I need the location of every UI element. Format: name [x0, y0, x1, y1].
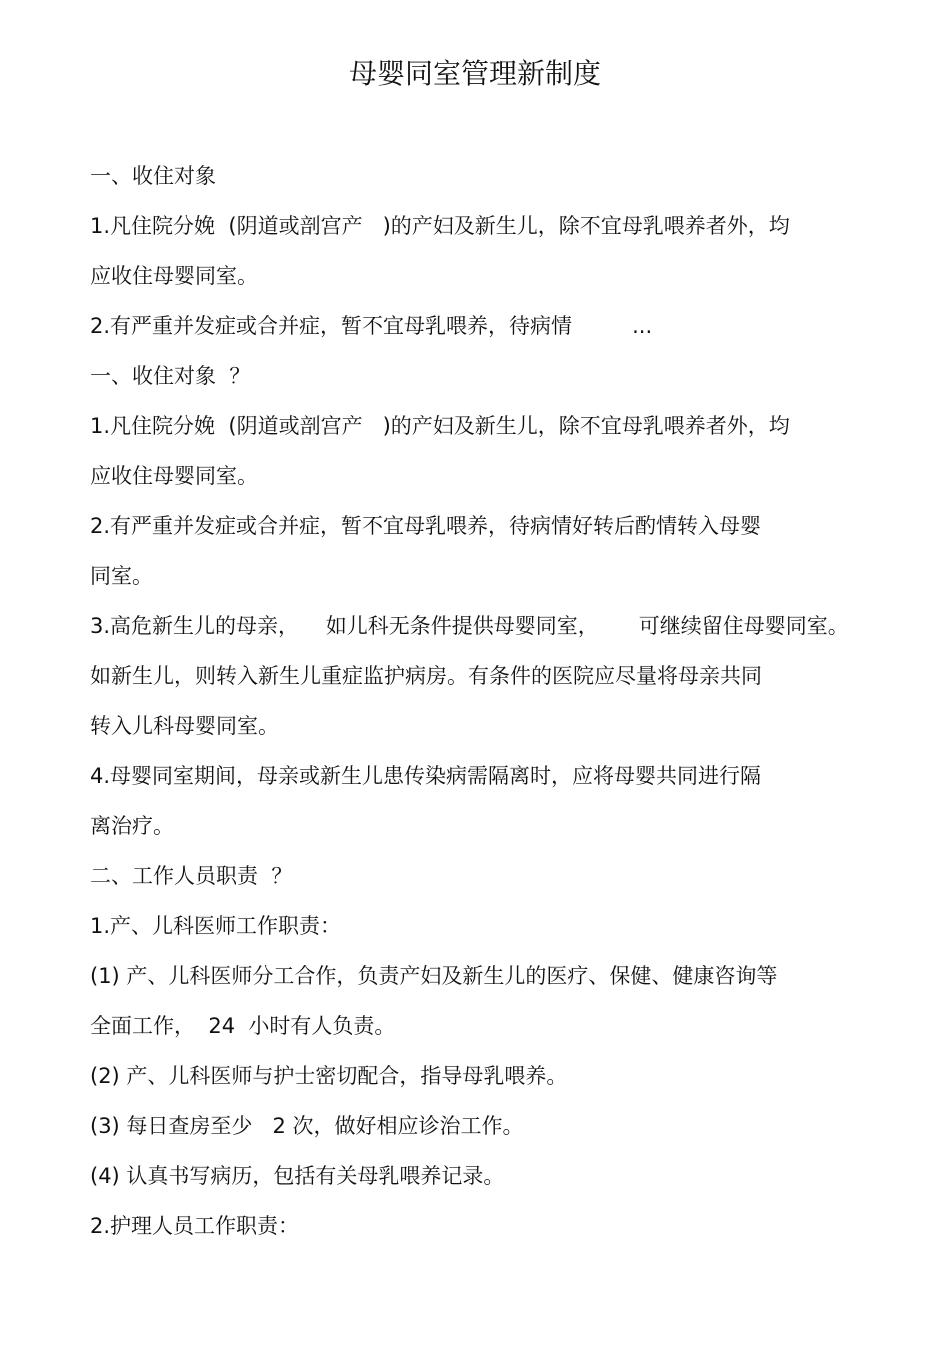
paragraph-line: (4) 认真书写病历，包括有关母乳喂养记录。: [90, 1164, 505, 1188]
paragraph-line: 如新生儿，则转入新生儿重症监护病房。有条件的医院应尽量将母亲共同: [90, 664, 762, 688]
paragraph-line: 2.有严重并发症或合并症，暂不宜母乳喂养，待病情 ...: [90, 314, 653, 338]
paragraph-line: 2.有严重并发症或合并症，暂不宜母乳喂养，待病情好转后酌情转入母婴: [90, 514, 762, 538]
subsection-heading: 2.护理人员工作职责：: [90, 1214, 300, 1238]
section-heading: 一、收住对象 ？: [90, 364, 251, 388]
paragraph-line: (3) 每日查房至少 2 次，做好相应诊治工作。: [90, 1114, 524, 1138]
paragraph-line: 应收住母婴同室。: [90, 264, 258, 288]
paragraph-line: (1) 产、儿科医师分工合作，负责产妇及新生儿的医疗、保健、健康咨询等: [90, 964, 778, 988]
paragraph-line: 全面工作， 24 小时有人负责。: [90, 1014, 396, 1038]
paragraph-line: 转入儿科母婴同室。: [90, 714, 279, 738]
section-heading: 二、工作人员职责 ？: [90, 864, 293, 888]
paragraph-line: 3.高危新生儿的母亲， 如儿科无条件提供母婴同室， 可继续留住母婴同室。: [90, 614, 849, 638]
section-heading: 一、收住对象: [90, 164, 216, 188]
paragraph-line: 4.母婴同室期间，母亲或新生儿患传染病需隔离时，应将母婴共同进行隔: [90, 764, 762, 788]
paragraph-line: 同室。: [90, 564, 153, 588]
paragraph-line: 1.凡住院分娩 (阴道或剖宫产 )的产妇及新生儿，除不宜母乳喂养者外，均: [90, 214, 790, 238]
paragraph-line: 离治疗。: [90, 814, 174, 838]
paragraph-line: 1.凡住院分娩 (阴道或剖宫产 )的产妇及新生儿，除不宜母乳喂养者外，均: [90, 414, 790, 438]
paragraph-line: 应收住母婴同室。: [90, 464, 258, 488]
paragraph-line: (2) 产、儿科医师与护士密切配合，指导母乳喂养。: [90, 1064, 568, 1088]
document-title: 母婴同室管理新制度: [348, 57, 601, 90]
document-body: [90, 156, 920, 1256]
subsection-heading: 1.产、儿科医师工作职责：: [90, 914, 342, 938]
